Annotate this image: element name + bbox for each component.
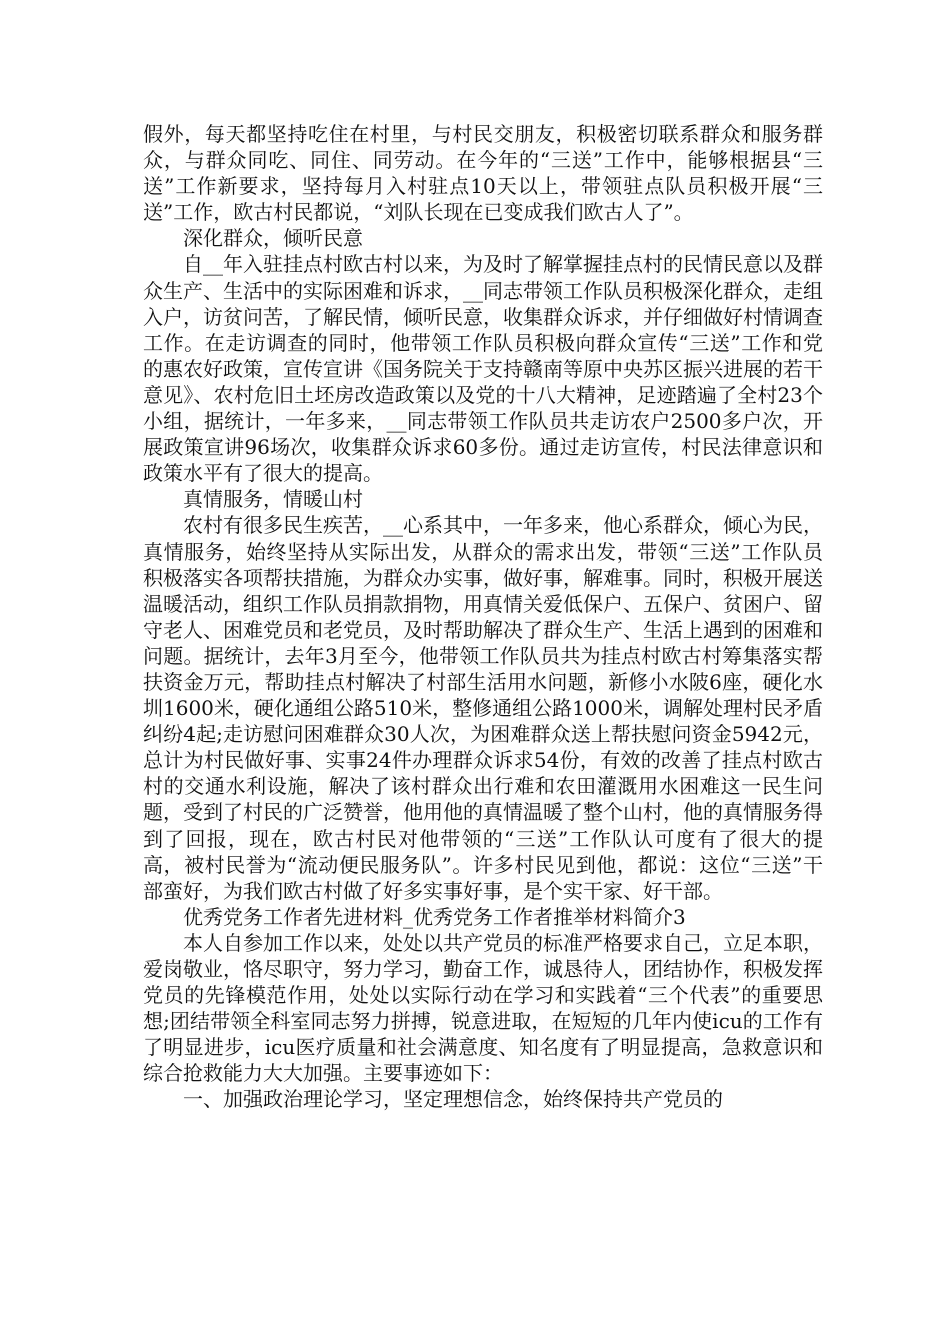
article-title: 优秀党务工作者先进材料_优秀党务工作者推举材料简介3 [183, 904, 686, 929]
document-body [143, 121, 823, 1113]
paragraph-self-introduction: 本人自参加工作以来，处处以共产党员的标准严格要求自己，立足本职，爱岗敬业，恪尽职守，努力学习，勤奋工作，诚恳待人，团结协作，积极发挥党员的先锋模范作用，处处以实际行动在学习和实践着“三个代表”的重要思想;团结带领全科室同志努力拼搏，锐意进取，在短短的几年内使icu的工作有了明显进步，icu医疗质量和社会满意度、知名度有了明显提高，急救意识和综合抢救能力大大加强。主要事迹如下： [143, 930, 823, 1086]
paragraph-section-one: 一、加强政治理论学习，坚定理想信念，始终保持共产党员的 [183, 1087, 723, 1112]
paragraph-deepen-masses: 自__年入驻挂点村欧古村以来，为及时了解掌握挂点村的民情民意以及群众生产、生活中的实际困难和诉求，__同志带领工作队员积极深化群众，走组入户，访贫问苦，了解民情，倾听民意，收集群众诉求，并仔细做好村情调查工作。在走访调查的同时，他带领工作队员积极向群众宣传“三送”工作和党的惠农好政策，宣传宣讲《国务院关于支持赣南等原中央苏区振兴进展的若干意见》、农村危旧土坯房改造政策以及党的十八大精神，足迹踏遍了全村23个小组，据统计，一年多来，__同志带领工作队员共走访农户2500多户次，开展政策宣讲96场次，收集群众诉求60多份。通过走访宣传，村民法律意识和政策水平有了很大的提高。 [143, 252, 823, 486]
section-heading-deepen-masses: 深化群众，倾听民意 [183, 226, 363, 251]
paragraph-intro-continuation: 假外，每天都坚持吃住在村里，与村民交朋友，积极密切联系群众和服务群众，与群众同吃、同住、同劳动。在今年的“三送”工作中，能够根据县“三送”工作新要求，坚持每月入村驻点10天以上，带领驻点队员积极开展“三送”工作，欧古村民都说，“刘队长现在已变成我们欧古人了”。 [143, 122, 823, 225]
section-heading-sincere-service: 真情服务，情暖山村 [183, 487, 363, 512]
paragraph-sincere-service: 农村有很多民生疾苦，__心系其中，一年多来，他心系群众，倾心为民，真情服务，始终坚持从实际出发，从群众的需求出发，带领“三送”工作队员积极落实各项帮扶措施，为群众办实事，做好事，解难事。同时，积极开展送温暖活动，组织工作队员捐款捐物，用真情关爱低保户、五保户、贫困户、留守老人、困难党员和老党员，及时帮助解决了群众生产、生活上遇到的困难和问题。据统计，去年3月至今，他带领工作队员共为挂点村欧古村筹集落实帮扶资金万元，帮助挂点村解决了村部生活用水问题，新修小水陂6座，硬化水圳1600米，硬化通组公路510米，整修通组公路1000米，调解处理村民矛盾纠纷4起;走访慰问困难群众30人次，为困难群众送上帮扶慰问资金5942元，总计为村民做好事、实事24件办理群众诉求54份，有效的改善了挂点村欧古村的交通水利设施，解决了该村群众出行难和农田灌溉用水困难这一民生问题，受到了村民的广泛赞誉，他用他的真情温暖了整个山村，他的真情服务得到了回报，现在，欧古村民对他带领的“三送”工作队认可度有了很大的提高，被村民誉为“流动便民服务队”。许多村民见到他，都说：这位“三送”干部蛮好，为我们欧古村做了好多实事好事，是个实干家、好干部。 [143, 513, 823, 903]
